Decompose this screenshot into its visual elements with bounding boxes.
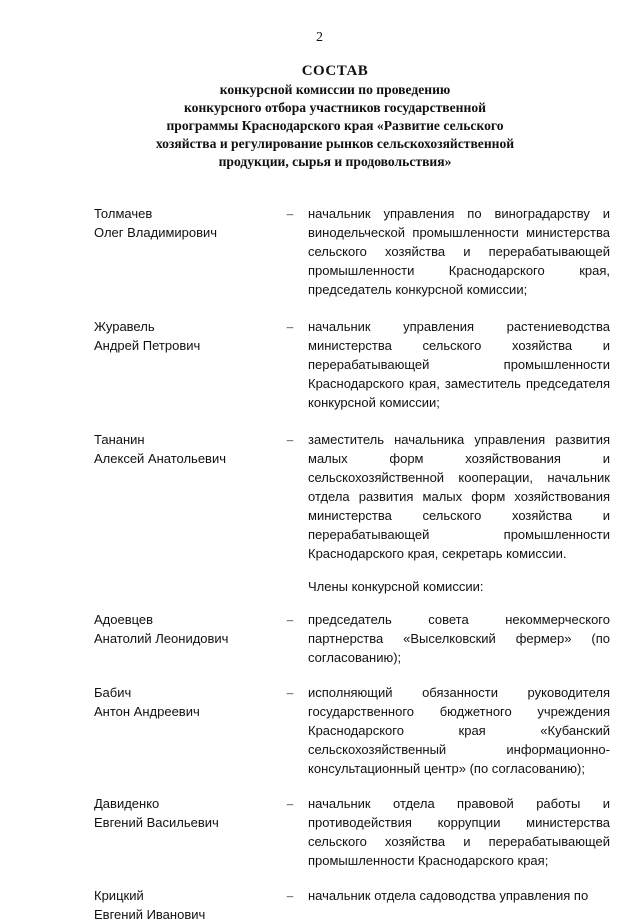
member-entry [0,886,639,924]
member-surname: Крицкий [94,888,144,903]
members-heading: Члены конкурсной комиссии: [308,579,484,594]
member-entry [0,610,639,667]
member-surname: Журавель [94,319,155,334]
title-line: конкурсной комиссии по проведению [219,82,451,97]
title-line: конкурсного отбора участников государственной [184,100,486,115]
dash: – [286,888,294,903]
member-surname: Адоевцев [94,612,154,627]
member-entry [0,317,639,412]
member-given-name: Андрей Петрович [94,338,201,353]
member-name [94,610,272,648]
member-name [94,683,272,721]
dash: – [286,796,294,811]
member-name [94,204,272,242]
member-position: начальник отдела правовой работы и противодействия коррупции министерства сельского хозяйства и перерабатывающей промышленности Краснодарского края; [308,796,610,868]
member-position: председатель совета некоммерческого партнерства «Выселковский фермер» (по согласованию); [308,612,610,665]
member-position: исполняющий обязанности руководителя государственного бюджетного учреждения Краснодарского края «Кубанский сельскохозяйственный информационно-консультационный центр» (по согласованию); [308,685,610,776]
dash: – [286,206,294,221]
member-given-name: Антон Андреевич [94,704,200,719]
member-entry [0,430,639,563]
member-surname: Тананин [94,432,145,447]
member-name [94,886,272,924]
member-position: заместитель начальника управления развития малых форм хозяйствования и сельскохозяйственной кооперации, начальник отдела развития малых форм хозяйствования министерства сельского хозяйства и перерабатывающей промышленности Краснодарского края, секретарь комиссии. [308,432,610,561]
dash: – [286,612,294,627]
member-name [94,794,272,832]
member-entry [0,794,639,870]
title-line: хозяйства и регулирование рынков сельскохозяйственной [155,136,515,151]
member-name [94,430,272,468]
member-surname: Толмачев [94,206,153,221]
member-position: начальник отдела садоводства управления по [308,888,589,903]
member-entry [0,683,639,778]
member-given-name: Анатолий Леонидович [94,631,229,646]
member-position: начальник управления по виноградарству и винодельческой промышленности министерства сельского хозяйства и перерабатывающей промышленности Краснодарского края, председатель конкурсной комиссии; [308,206,610,297]
dash: – [286,432,294,447]
title-line: продукции, сырья и продовольствия» [218,154,452,169]
member-given-name: Евгений Васильевич [94,815,219,830]
dash: – [286,319,294,334]
member-given-name: Алексей Анатольевич [94,451,226,466]
dash: – [286,685,294,700]
member-name [94,317,272,355]
title-main: СОСТАВ [301,63,369,79]
member-surname: Давиденко [94,796,160,811]
member-position: начальник управления растениеводства министерства сельского хозяйства и перерабатывающей промышленности Краснодарского края, заместитель председателя конкурсной комиссии; [308,319,610,410]
document-title [40,62,630,171]
member-given-name: Евгений Иванович [94,907,206,922]
members-list [0,204,639,924]
member-entry [0,204,639,299]
page-number: 2 [316,30,323,45]
member-given-name: Олег Владимирович [94,225,218,240]
title-line: программы Краснодарского края «Развитие сельского [166,118,504,133]
member-surname: Бабич [94,685,132,700]
